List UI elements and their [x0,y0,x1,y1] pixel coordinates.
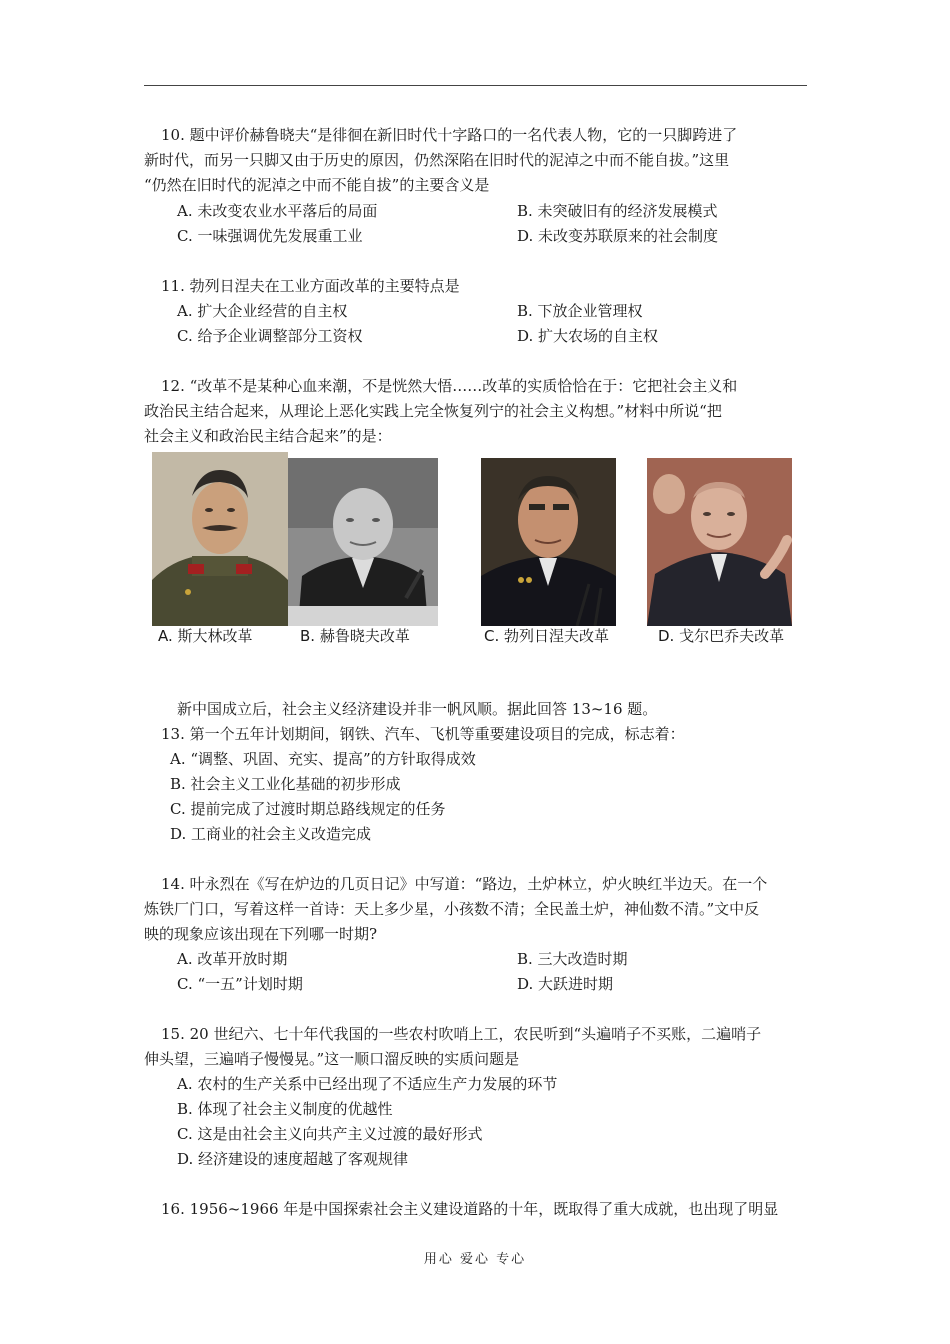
q11-stem: 11. 勃列日涅夫在工业方面改革的主要特点是 [161,277,460,295]
q15-line2: 伸头望，三遍哨子慢慢晃。”这一顺口溜反映的实质问题是 [144,1050,520,1068]
photo-caption-d: D. 戈尔巴乔夫改革 [658,627,785,645]
q12-photo-strip [148,452,808,657]
stalin-portrait [152,452,288,626]
q14-line1: 14. 叶永烈在《写在炉边的几页日记》中写道：“路边，土炉林立，炉火映红半边天。在一个 [161,875,768,893]
q13-option-d: D. 工商业的社会主义改造完成 [170,825,372,843]
q14-line3: 映的现象应该出现在下列哪一时期? [144,925,378,943]
khrushchev-portrait [288,458,438,626]
q10-option-d: D. 未改变苏联原来的社会制度 [517,227,719,245]
q10-line3: “仍然在旧时代的泥淖之中而不能自拔”的主要含义是 [144,176,490,194]
section-intro: 新中国成立后，社会主义经济建设并非一帆风顺。据此回答 13~16 题。 [177,700,658,718]
q10-line1: 10. 题中评价赫鲁晓夫“是徘徊在新旧时代十字路口的一名代表人物，它的一只脚跨进了 [161,126,738,144]
q11-option-d: D. 扩大农场的自主权 [517,327,659,345]
q13-stem: 13. 第一个五年计划期间，钢铁、汽车、飞机等重要建设项目的完成，标志着： [161,725,685,743]
q11-option-a: A. 扩大企业经营的自主权 [177,302,348,320]
q12-line2: 政治民主结合起来，从理论上恶化实践上完全恢复列宁的社会主义构想。”材料中所说“把 [144,402,722,420]
q16-line1: 16. 1956~1966 年是中国探索社会主义建设道路的十年，既取得了重大成就，也出现了明显 [161,1200,779,1218]
brezhnev-portrait [481,458,616,626]
q14-line2: 炼铁厂门口，写着这样一首诗：天上多少星，小孩数不清；全民盖土炉，神仙数不清。”文中反 [144,900,760,918]
q10-option-c: C. 一味强调优先发展重工业 [177,227,363,245]
q15-option-b: B. 体现了社会主义制度的优越性 [177,1100,393,1118]
q10-option-b: B. 未突破旧有的经济发展模式 [517,202,718,220]
photo-caption-a: A. 斯大林改革 [158,627,253,645]
q13-option-a: A. “调整、巩固、充实、提高”的方针取得成效 [170,750,476,768]
q15-option-d: D. 经济建设的速度超越了客观规律 [177,1150,409,1168]
header-rule [144,85,807,86]
q14-option-d: D. 大跃进时期 [517,975,614,993]
photo-caption-b: B. 赫鲁晓夫改革 [300,627,410,645]
q13-option-c: C. 提前完成了过渡时期总路线规定的任务 [170,800,446,818]
q15-option-a: A. 农村的生产关系中已经出现了不适应生产力发展的环节 [177,1075,558,1093]
photo-caption-c: C. 勃列日涅夫改革 [484,627,610,645]
q11-option-c: C. 给予企业调整部分工资权 [177,327,363,345]
q10-option-a: A. 未改变农业水平落后的局面 [177,202,378,220]
q14-option-a: A. 改革开放时期 [177,950,288,968]
q12-line1: 12. “改革不是某种心血来潮，不是恍然大悟……改革的实质恰恰在于：它把社会主义和 [161,377,738,395]
q10-line2: 新时代，而另一只脚又由于历史的原因，仍然深陷在旧时代的泥淖之中而不能自拔。”这里 [144,151,730,169]
q14-option-b: B. 三大改造时期 [517,950,628,968]
q12-line3: 社会主义和政治民主结合起来”的是： [144,427,392,445]
page-footer: 用心 爱心 专心 [423,1252,527,1267]
q14-option-c: C. “一五”计划时期 [177,975,303,993]
q15-line1: 15. 20 世纪六、七十年代我国的一些农村吹哨上工，农民听到“头遍哨子不买账，二遍哨子 [161,1025,762,1043]
gorbachev-portrait [647,458,792,626]
q13-option-b: B. 社会主义工业化基础的初步形成 [170,775,401,793]
q11-option-b: B. 下放企业管理权 [517,302,643,320]
q15-option-c: C. 这是由社会主义向共产主义过渡的最好形式 [177,1125,483,1143]
